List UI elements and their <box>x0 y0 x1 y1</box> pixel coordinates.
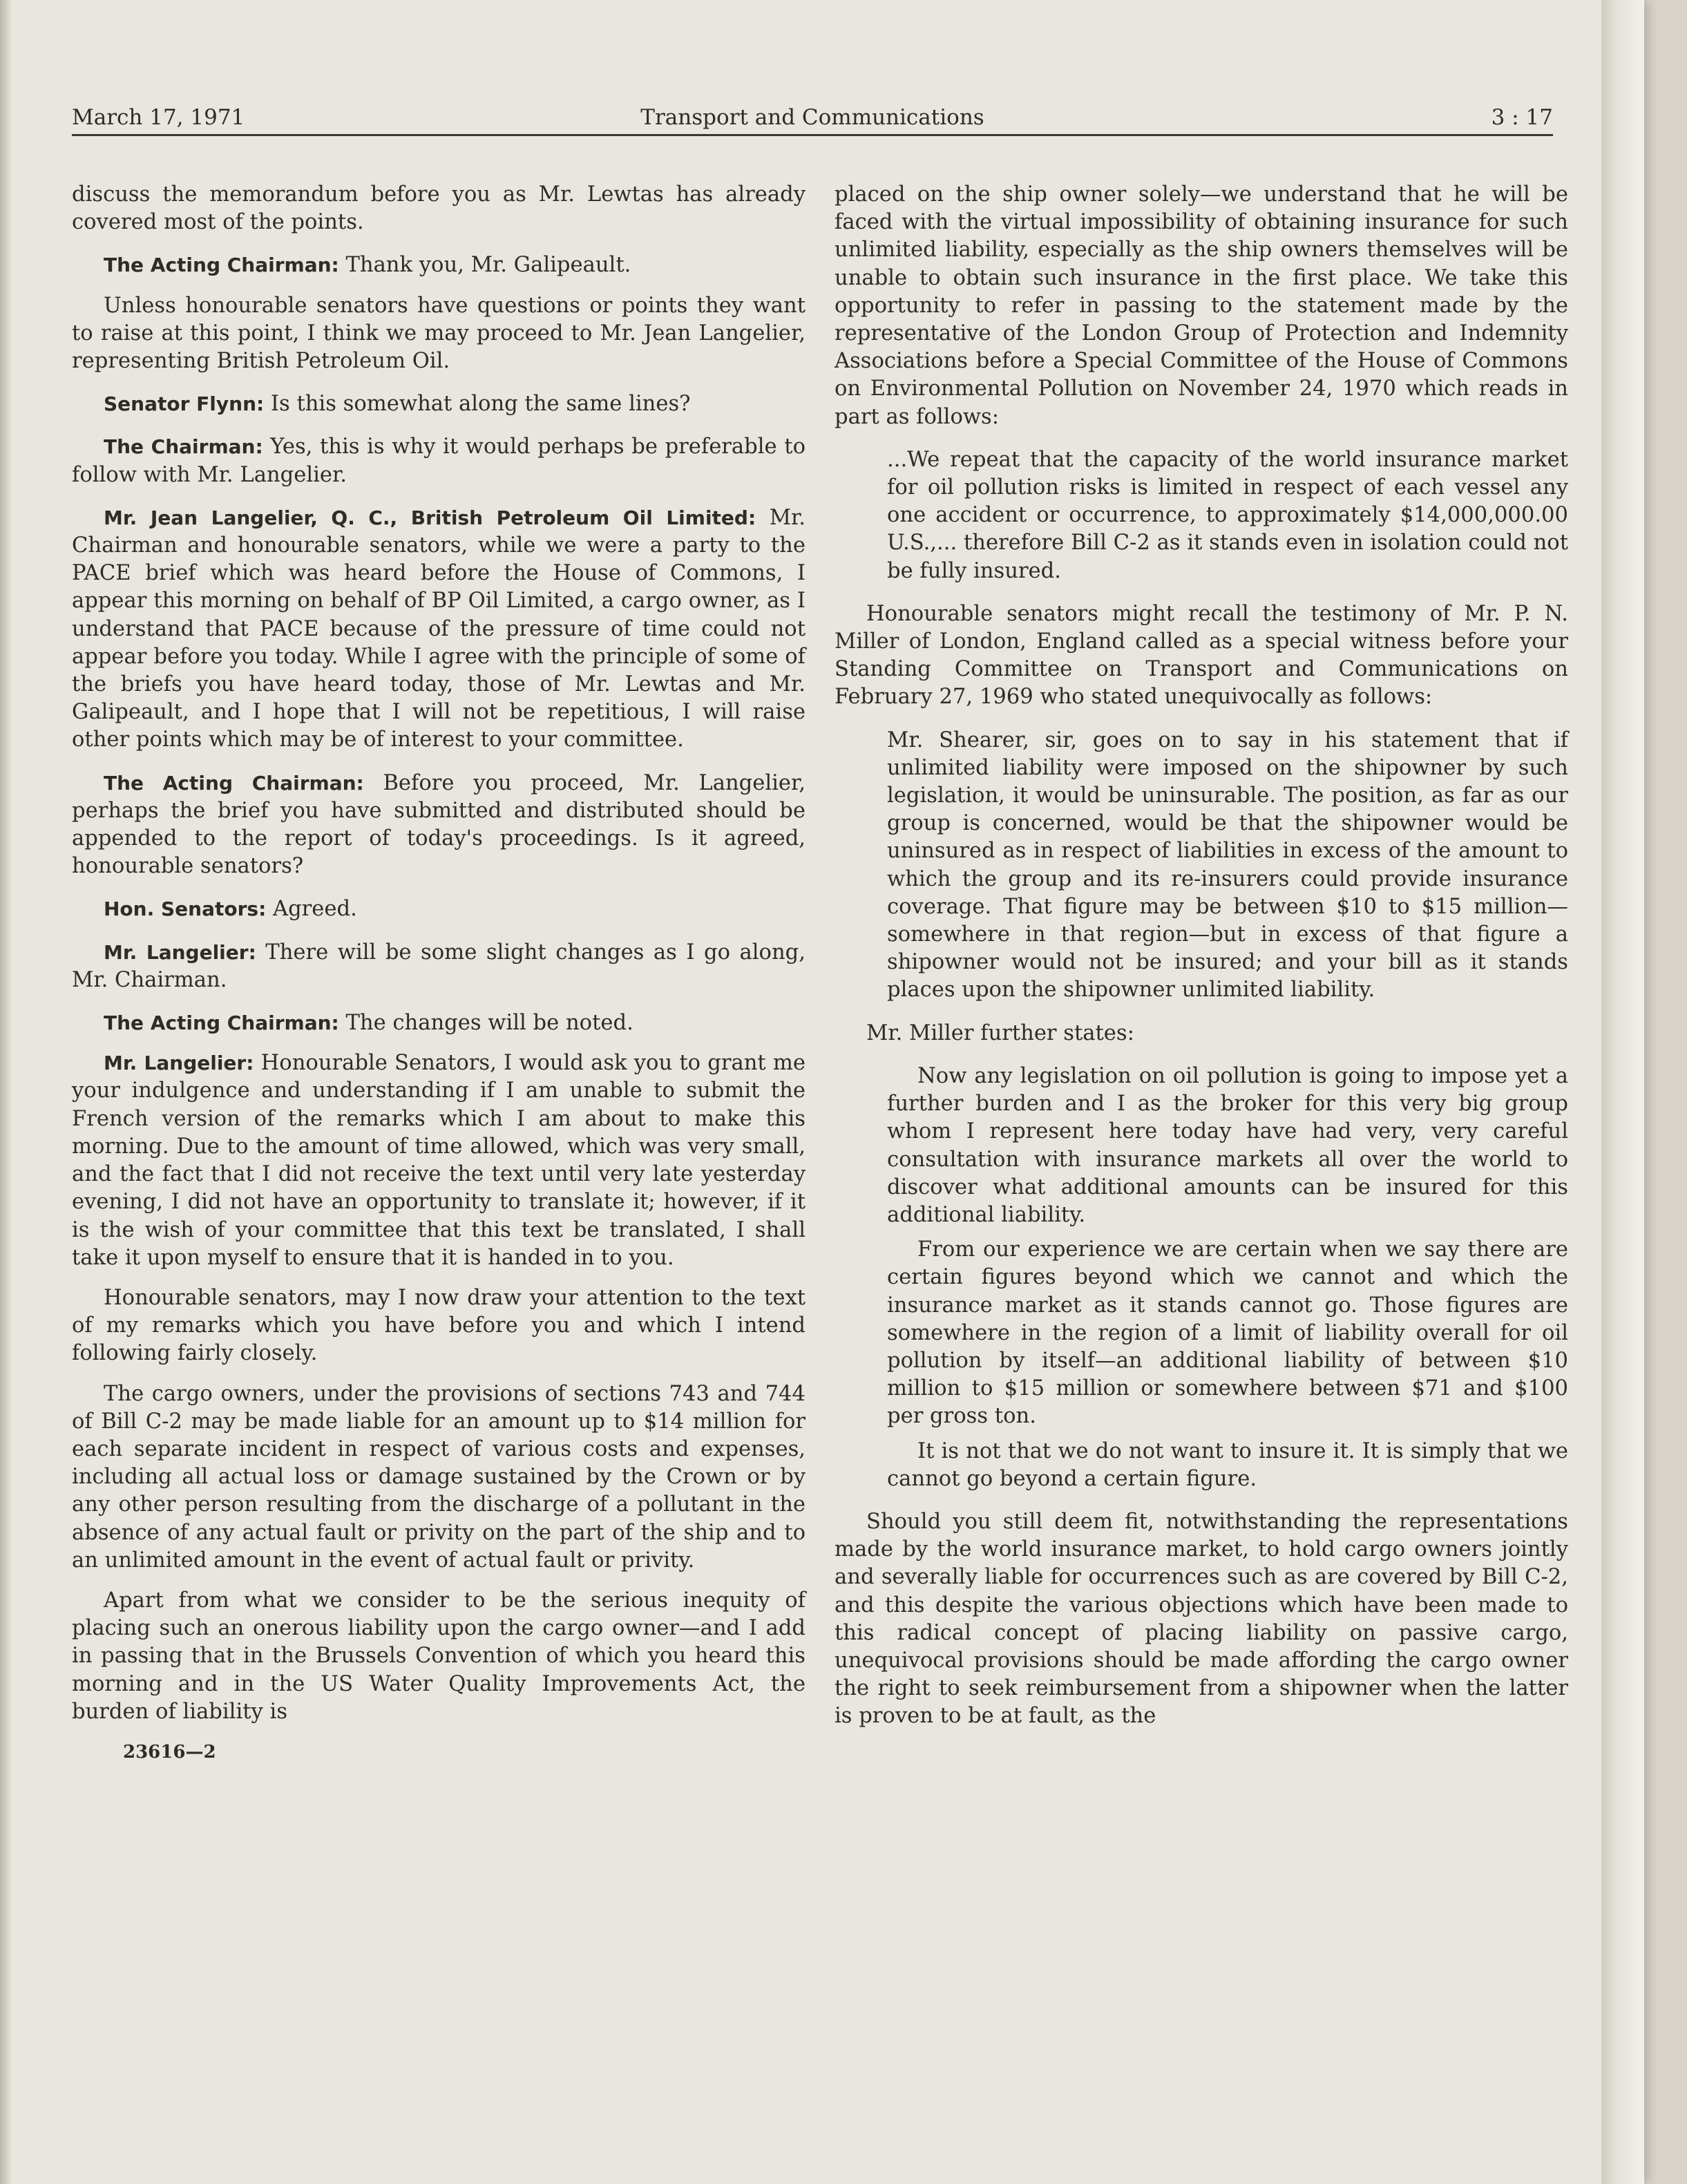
paragraph: Honourable senators might recall the testimony of Mr. P. N. Miller of London, England called as a special witness before your Standing Committee on Transport and Communications on February 27, 1969 who stated unequivocally as follows: <box>835 601 1568 710</box>
quote-paragraph: It is not that we do not want to insure it. It is simply that we cannot go beyond a certain figure. <box>887 1438 1568 1491</box>
quote-paragraph: Mr. Shearer, sir, goes on to say in his statement that if unlimited liability were imposed on the shipowner by such legislation, it would be uninsurable. The position, as far as our group is concerned, would be that the shipowner would be uninsured as in respect of liabilities in excess of the amount to which the group and its re-insurers could provide insurance coverage. That figure may be between $10 to $15 million—somewhere in that region—but in excess of that figure a shipowner would not be insured; and your bill as it stands places upon the shipowner unlimited liability. <box>887 728 1568 1003</box>
speaker-label: The Chairman: <box>104 435 263 459</box>
paragraph <box>72 433 806 488</box>
speaker-label: Mr. Langelier: <box>104 940 256 964</box>
left-column <box>72 181 806 1766</box>
paragraph: Should you still deem fit, notwithstanding the representations made by the world insurance market, to hold cargo owners jointly and severally liable for occurrences such as are covered by Bill C-2, and this despite the various objections which have been made to this radical concept of placing liability on passive cargo, unequivocal provisions should be made affording the cargo owner the right to seek reimbursement from a shipowner when the latter is proven to be at fault, as the <box>835 1509 1568 1729</box>
paragraph: Honourable senators, may I now draw your attention to the text of my remarks which you have before you and which I intend following fairly closely. <box>72 1285 806 1366</box>
quote-paragraph: Now any legislation on oil pollution is going to impose yet a further burden and I as the broker for this very big group whom I represent here today have had very, very careful consultation with insurance markets all over the world to discover what additional amounts can be insured for this additional liability. <box>887 1063 1568 1227</box>
paragraph-text: Yes, this is why it would perhaps be preferable to follow with Mr. Langelier. <box>72 435 806 487</box>
paragraph: placed on the ship owner solely—we understand that he will be faced with the virtual impossibility of obtaining insurance for such unlimited liability, especially as the ship owners themselves will be unable to obtain such insurance in the first place. We take this opportunity to refer in passing to the statement made by the representative of the London Group of Protection and Indemnity Associations before a Special Committee of the House of Commons on Environmental Pollution on November 24, 1970 which reads in part as follows: <box>835 182 1568 429</box>
running-header <box>72 98 1553 136</box>
speaker-label: Mr. Jean Langelier, Q. C., British Petroleum Oil Limited: <box>104 506 756 529</box>
paragraph-text: Agreed. <box>266 897 357 922</box>
paragraph-text: Thank you, Mr. Galipeault. <box>339 253 631 278</box>
paragraph: Apart from what we consider to be the serious inequity of placing such an onerous liability upon the cargo owner—and I add in passing that in the Brussels Convention of which you heard this morning and in the US Water Quality Improvements Act, the burden of liability is <box>72 1588 806 1724</box>
quote-paragraph: From our experience we are certain when we say there are certain figures beyond which we cannot and which the insurance market as it stands cannot go. Those figures are somewhere in the region of a limit of liability overall for oil pollution by itself—an additional liability of between $10 million to $15 million or somewhere between $71 and $100 per gross ton. <box>887 1237 1568 1429</box>
paragraph <box>72 939 806 994</box>
paragraph: discuss the memorandum before you as Mr. Lewtas has already covered most of the points. <box>72 182 806 235</box>
header-date: March 17, 1971 <box>72 105 245 130</box>
paragraph <box>72 1009 806 1037</box>
paragraph <box>72 390 806 418</box>
paragraph <box>72 770 806 881</box>
paragraph <box>72 504 806 754</box>
paragraph-text: Mr. Chairman and honourable senators, while we were a party to the PACE brief which was heard before the House of Commons, I appear this morning on behalf of BP Oil Limited, a cargo owner, as I understand that PACE because of the pressure of time could not appear before you today. While I agree with the principle of some of the briefs you have heard today, those of Mr. Lewtas and Mr. Galipeault, and I hope that I will not be repetitious, I will raise other points which may be of interest to your committee. <box>72 505 806 752</box>
paragraph <box>72 251 806 279</box>
paragraph-text: There will be some slight changes as I go along, Mr. Chairman. <box>72 940 806 992</box>
paragraph: Mr. Miller further states: <box>866 1020 1134 1045</box>
quote-paragraph: ...We repeat that the capacity of the world insurance market for oil pollution risks is limited in respect of each vessel any one accident or occurrence, to approximately $14,000,000.00 U.S.,... therefore Bill C-2 as it stands even in isolation could not be fully insured. <box>887 447 1568 583</box>
paragraph-text: Is this somewhat along the same lines? <box>264 392 691 417</box>
footer-code: 23616—2 <box>123 1741 216 1763</box>
paragraph-text: The changes will be noted. <box>339 1011 633 1036</box>
block-quote <box>887 1063 1568 1493</box>
page-spine-shadow <box>0 0 12 2184</box>
speaker-label: Mr. Langelier: <box>104 1052 254 1075</box>
speaker-label: The Acting Chairman: <box>104 254 339 277</box>
header-title: Transport and Communications <box>640 105 984 130</box>
speaker-label: Senator Flynn: <box>104 392 265 416</box>
paragraph: Unless honourable senators have questions or points they want to raise at this point, I think we may proceed to Mr. Jean Langelier, representing British Petroleum Oil. <box>72 293 806 374</box>
right-column <box>835 181 1568 1746</box>
block-quote <box>887 727 1568 1005</box>
header-page-number: 3 : 17 <box>1491 105 1553 130</box>
paragraph: The cargo owners, under the provisions of sections 743 and 744 of Bill C-2 may be made liable for an amount up to $14 million for each separate incident in respect of various costs and expenses, including all actual loss or damage sustained by the Crown or by any other person resulting from the discharge of a pollutant in the absence of any actual fault or privity on the part of the ship and to an unlimited amount in the event of actual fault or privity. <box>72 1381 806 1573</box>
paragraph-text: Honourable Senators, I would ask you to grant me your indulgence and understanding if I am unable to submit the French version of the remarks which I am about to make this morning. Due to the amount of time allowed, which was very small, and the fact that I did not receive the text until very late yesterday evening, I did not have an opportunity to translate it; however, if it is the wish of your committee that this text be translated, I shall take it upon myself to ensure that it is handed in to you. <box>72 1051 806 1270</box>
speaker-label: Hon. Senators: <box>104 898 267 921</box>
block-quote <box>887 446 1568 585</box>
speaker-label: The Acting Chairman: <box>104 771 364 795</box>
paragraph-text: Before you proceed, Mr. Langelier, perhaps the brief you have submitted and distributed should be appended to the report of today's proceedings. Is it agreed, honourable senators? <box>72 770 806 879</box>
page-edge <box>1601 0 1644 2184</box>
speaker-label: The Acting Chairman: <box>104 1012 339 1035</box>
paragraph <box>72 1050 806 1272</box>
paragraph <box>72 895 806 923</box>
